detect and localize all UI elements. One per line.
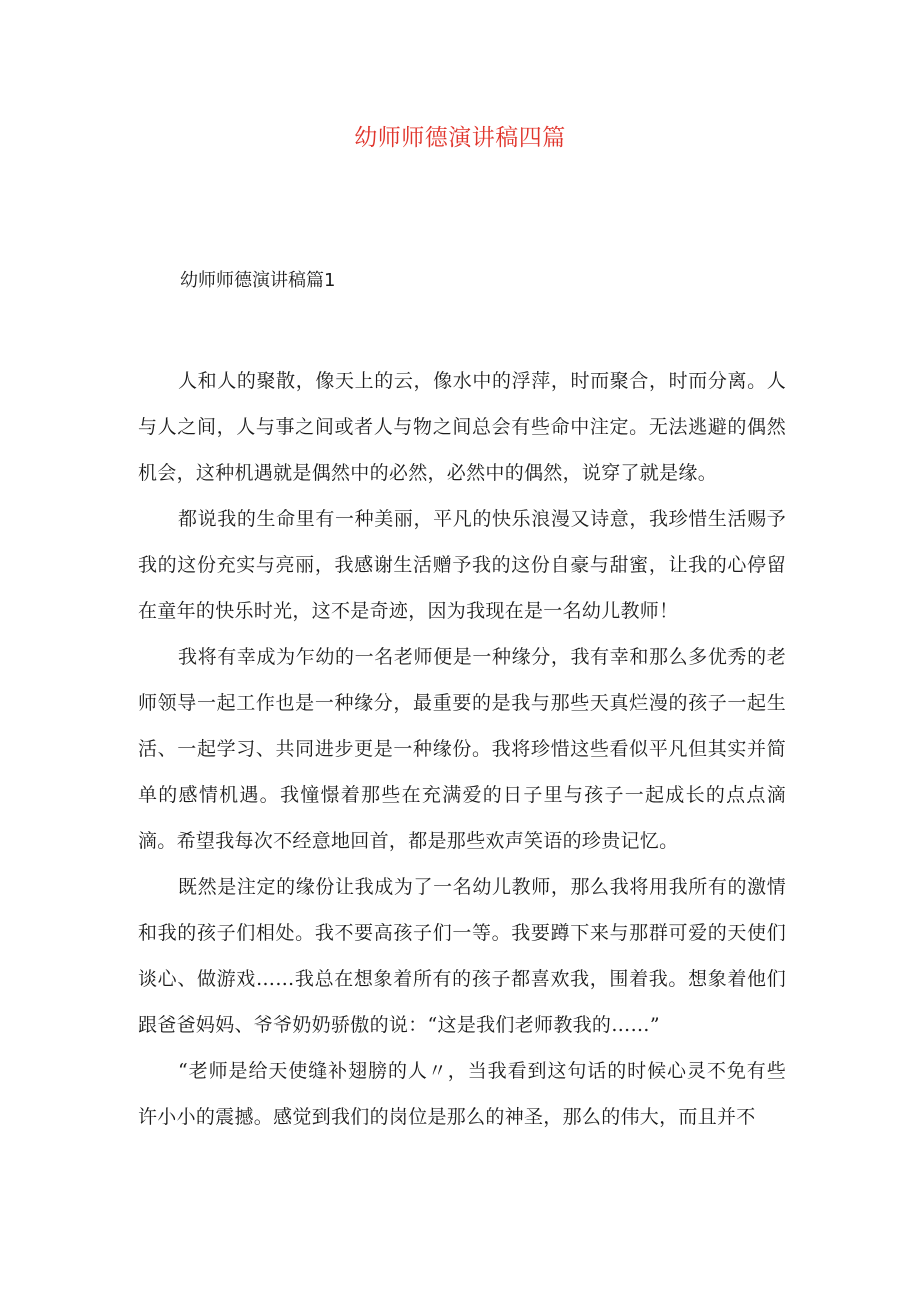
paragraph: 人和人的聚散，像天上的云，像水中的浮萍，时而聚合，时而分离。人与人之间，人与事之间或者人与物之间总会有些命中注定。无法逃避的偶然机会，这种机遇就是偶然中的必然，必然中的偶然，说穿了就是缘。 [138, 370, 786, 484]
paragraph: 既然是注定的缘份让我成为了一名幼儿教师，那么我将用我所有的激情和我的孩子们相处。我不要高孩子们一等。我要蹲下来与那群可爱的天使们谈心、做游戏……我总在想象着所有的孩子都喜欢我，围着我。想象着他们跟爸爸妈妈、爷爷奶奶骄傲的说：“这是我们老师教我的……” [138, 876, 786, 1036]
paragraph: 我将有幸成为乍幼的一名老师便是一种缘分，我有幸和那么多优秀的老师领导一起工作也是一种缘分，最重要的是我与那些天真烂漫的孩子一起生活、一起学习、共同进步更是一种缘份。我将珍惜这些看似平凡但其实并简单的感情机遇。我憧憬着那些在充满爱的日子里与孩子一起成长的点点滴滴。希望我每次不经意地回首，都是那些欢声笑语的珍贵记忆。 [138, 646, 786, 852]
document-body [138, 358, 786, 1140]
paragraph: “老师是给天使缝补翅膀的人〃，当我看到这句话的时候心灵不免有些许小小的震撼。感觉到我们的岗位是那么的神圣，那么的伟大，而且并不 [138, 1060, 786, 1128]
section-heading: 幼师师德演讲稿篇1 [180, 270, 336, 291]
document-title: 幼师师德演讲稿四篇 [354, 125, 566, 151]
paragraph: 都说我的生命里有一种美丽，平凡的快乐浪漫又诗意，我珍惜生活赐予我的这份充实与亮丽，我感谢生活赠予我的这份自豪与甜蜜，让我的心停留在童年的快乐时光，这不是奇迹，因为我现在是一名幼儿教师！ [138, 508, 786, 622]
